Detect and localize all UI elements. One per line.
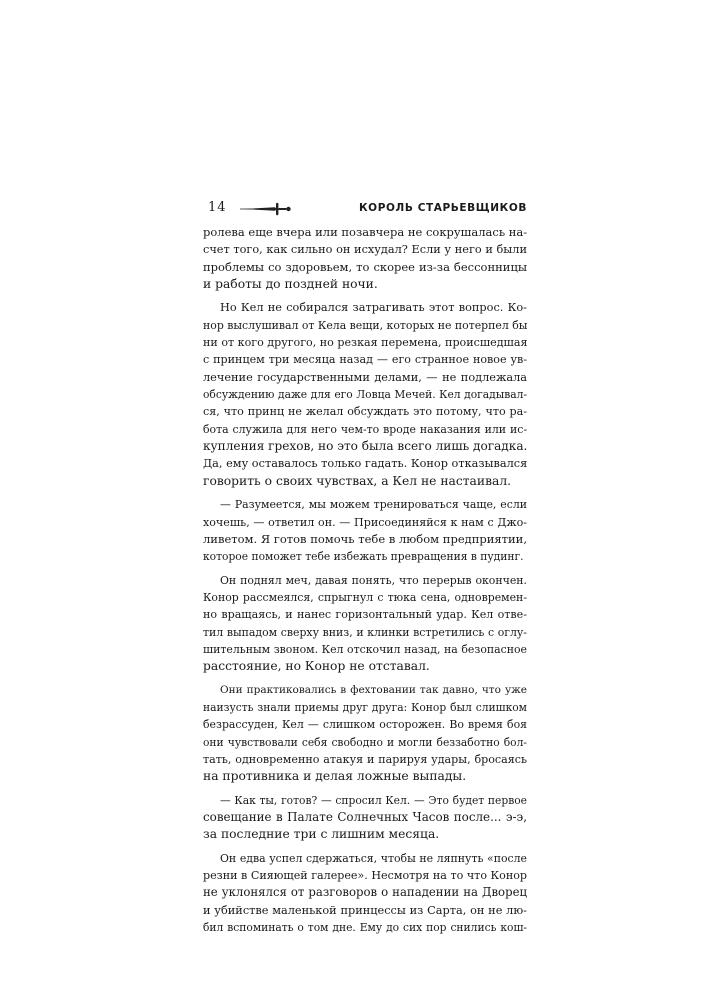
text-line: бота служила для него чем-то вроде наказания или ис- (203, 422, 527, 436)
text-line: счет того, как сильно он исхудал? Если у него и были (203, 243, 527, 257)
text-line: и работы до поздней ночи. (203, 277, 378, 292)
text-line: хочешь, — ответил он. — Присоединяйся к нам с Джо- (203, 515, 527, 529)
text-line: ливетом. Я готов помочь тебе в любом предприятии, (203, 531, 527, 546)
text-line: Да, ему оставалось только гадать. Конор отказывался (203, 457, 528, 471)
text-line: Он едва успел сдержаться, чтобы не ляпнуть «после (220, 851, 527, 865)
running-title: КОРОЛЬ СТАРЬЕВЩИКОВ (359, 202, 527, 214)
text-line: они чувствовали себя свободно и могли беззаботно бол- (203, 735, 527, 749)
text-line: лечение государственными делами, — не подлежала (203, 370, 527, 384)
paragraph (203, 850, 527, 937)
paragraph (203, 299, 527, 490)
text-line: ролева еще вчера или позавчера не сокрушалась на- (203, 225, 528, 239)
text-line: которое поможет тебе избежать превращения в пудинг. (203, 550, 524, 564)
text-line: на противника и делая ложные выпады. (203, 769, 467, 784)
text-line: ни от кого другого, но резкая перемена, происшедшая (203, 336, 528, 350)
text-line: с принцем три месяца назад — его странное новое ув- (203, 353, 527, 367)
paragraph (203, 224, 527, 293)
text-line: совещание в Палате Солнечных Часов после... э-э, (203, 810, 527, 824)
page-header (203, 200, 531, 218)
text-line: но вращаясь, и нанес горизонтальный удар. Кел отве- (203, 608, 527, 622)
text-line: безрассуден, Кел — слишком осторожен. Во время боя (203, 718, 527, 732)
text-line: проблемы со здоровьем, то скорее из-за бессонницы (203, 259, 527, 274)
text-line: купления грехов, но это была всего лишь догадка. (203, 439, 528, 454)
text-line: не уклонялся от разговоров о нападении на Дворец (203, 885, 527, 900)
text-line: бил вспоминать о том дне. Ему до сих пор снились кош- (203, 921, 527, 935)
paragraph (203, 792, 527, 844)
text-line: нор выслушивал от Кела вещи, которых не потерпел бы (203, 318, 528, 332)
text-line: расстояние, но Конор не отставал. (203, 659, 430, 674)
text-line: шительным звоном. Кел отскочил назад, на безопасное (203, 642, 527, 656)
text-line: обсуждению даже для его Ловца Мечей. Кел догадывал- (203, 388, 527, 402)
paragraph (203, 682, 527, 786)
text-line: Они практиковались в фехтовании так давно, что уже (220, 683, 527, 696)
page-number: 14 (208, 200, 227, 215)
sword-ornament-icon (239, 202, 295, 216)
text-line: говорить о своих чувствах, а Кел не настаивал. (203, 473, 512, 488)
text-line: ся, что принц не желал обсуждать это потому, что ра- (203, 405, 527, 419)
paragraph (203, 496, 527, 565)
text-line: Но Кел не собирался затрагивать этот вопрос. Ко- (220, 301, 527, 315)
text-line: за последние три с лишним месяца. (203, 827, 440, 842)
text-line: Конор рассмеялся, спрыгнул с тюка сена, одновремен- (203, 590, 527, 604)
text-line: — Как ты, готов? — спросил Кел. — Это будет первое (220, 793, 527, 807)
text-line: тил выпадом сверху вниз, и клинки встретились с оглу- (203, 625, 527, 639)
text-line: резни в Сияющей галерее». Несмотря на то что Конор (203, 869, 527, 883)
paragraph (203, 572, 527, 676)
text-line: тать, одновременно атакуя и парируя удары, бросаясь (203, 752, 527, 766)
text-line: Он поднял меч, давая понять, что перерыв окончен. (220, 573, 527, 587)
text-line: и убийстве маленькой принцессы из Сарта, он не лю- (203, 903, 527, 917)
text-line: — Разумеется, мы можем тренироваться чаще, если (220, 498, 527, 512)
body-text (203, 224, 527, 936)
text-line: наизусть знали приемы друг друга: Конор был слишком (203, 700, 527, 714)
